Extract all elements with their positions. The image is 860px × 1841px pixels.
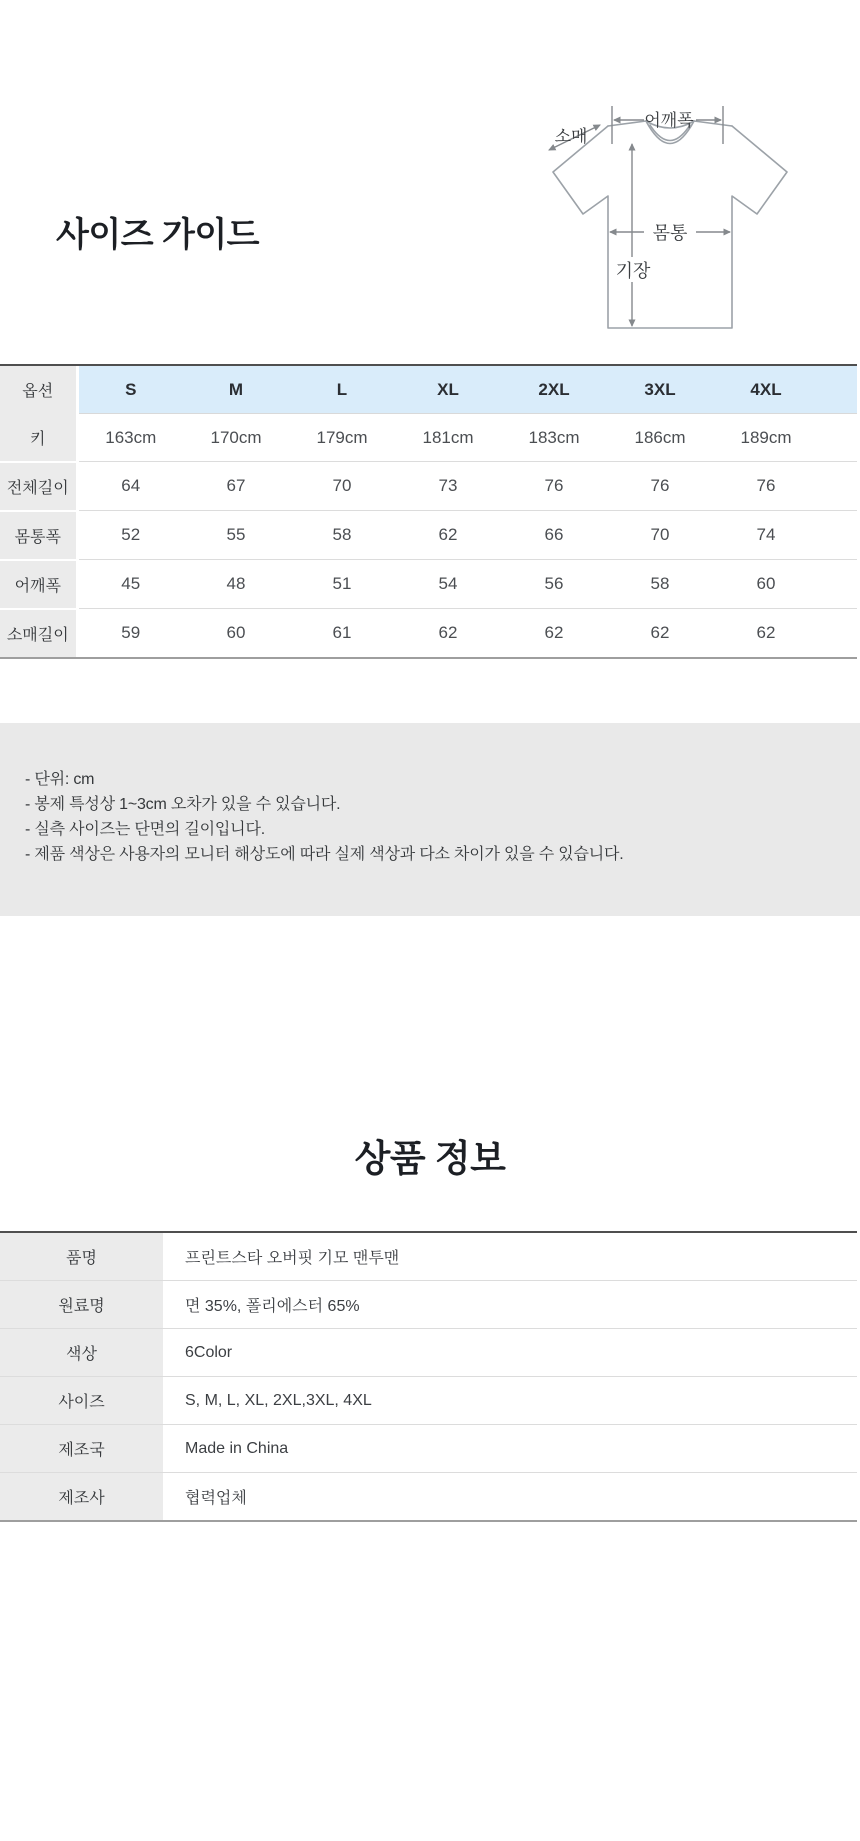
product-info-row [0, 1377, 857, 1425]
product-row-value: 협력업체 [163, 1473, 857, 1521]
size-table-row [0, 414, 857, 462]
note-line: - 단위: cm [25, 771, 95, 788]
product-row-value: 면 35%, 폴리에스터 65% [163, 1281, 857, 1329]
size-guide-title: 사이즈 가이드 [56, 216, 260, 254]
size-cell: 70 [289, 462, 395, 511]
size-cell: 70 [607, 511, 713, 560]
size-col-header: 3XL [607, 366, 713, 414]
size-cell: 62 [713, 609, 819, 657]
size-guide-table [0, 364, 857, 659]
dimension-label-body: 몸통 [652, 223, 688, 243]
size-row-label: 몸통폭 [0, 511, 77, 560]
size-cell: 62 [501, 609, 607, 657]
size-guide-notes [0, 723, 860, 916]
size-cell: 62 [395, 511, 501, 560]
size-header-filler [819, 366, 857, 414]
product-info-row [0, 1281, 857, 1329]
size-cell: 52 [77, 511, 183, 560]
size-col-header: S [77, 366, 183, 414]
size-cell: 73 [395, 462, 501, 511]
note-line: - 제품 색상은 사용자의 모니터 해상도에 따라 실제 색상과 다소 차이가 있을 수 있습니다. [25, 846, 624, 863]
size-cell: 48 [183, 560, 289, 609]
size-cell: 189cm [713, 414, 819, 462]
size-col-header: XL [395, 366, 501, 414]
product-info-row [0, 1473, 857, 1521]
size-table-row [0, 462, 857, 511]
size-option-header: 옵션 [0, 366, 77, 414]
size-row-label: 어깨폭 [0, 560, 77, 609]
size-cell: 62 [395, 609, 501, 657]
size-cell: 56 [501, 560, 607, 609]
product-row-value: S, M, L, XL, 2XL,3XL, 4XL [163, 1377, 857, 1425]
size-col-header: L [289, 366, 395, 414]
size-cell: 183cm [501, 414, 607, 462]
size-cell-filler [819, 511, 857, 560]
product-info-title: 상품 정보 [354, 1138, 506, 1179]
size-cell: 76 [607, 462, 713, 511]
size-row-label: 소매길이 [0, 609, 77, 657]
product-row-label: 색상 [0, 1329, 163, 1377]
product-row-label: 제조국 [0, 1425, 163, 1473]
size-cell: 76 [713, 462, 819, 511]
size-cell: 74 [713, 511, 819, 560]
product-row-label: 제조사 [0, 1473, 163, 1521]
size-table-row [0, 609, 857, 657]
size-cell: 181cm [395, 414, 501, 462]
size-cell: 51 [289, 560, 395, 609]
note-line: - 봉제 특성상 1~3cm 오차가 있을 수 있습니다. [25, 796, 341, 813]
product-row-label: 원료명 [0, 1281, 163, 1329]
size-table-row [0, 560, 857, 609]
size-table-row [0, 511, 857, 560]
product-row-value: 6Color [163, 1329, 857, 1377]
size-cell: 60 [183, 609, 289, 657]
size-cell: 45 [77, 560, 183, 609]
size-cell-filler [819, 609, 857, 657]
size-table-header-row [0, 366, 857, 414]
size-cell-filler [819, 414, 857, 462]
dimension-label-length: 기장 [615, 261, 651, 281]
size-cell: 179cm [289, 414, 395, 462]
size-cell: 76 [501, 462, 607, 511]
size-cell: 60 [713, 560, 819, 609]
size-cell: 59 [77, 609, 183, 657]
size-cell: 58 [607, 560, 713, 609]
size-row-label: 키 [0, 414, 77, 462]
size-cell: 58 [289, 511, 395, 560]
product-info-row [0, 1329, 857, 1377]
size-cell: 66 [501, 511, 607, 560]
product-row-value: 프린트스타 오버핏 기모 맨투맨 [163, 1233, 857, 1281]
note-line: - 실측 사이즈는 단면의 길이입니다. [25, 821, 265, 838]
product-info-row [0, 1425, 857, 1473]
size-row-label: 전체길이 [0, 462, 77, 511]
size-cell: 61 [289, 609, 395, 657]
size-cell: 67 [183, 462, 289, 511]
size-col-header: 4XL [713, 366, 819, 414]
product-row-value: Made in China [163, 1425, 857, 1473]
size-cell: 54 [395, 560, 501, 609]
dimension-label-sleeve: 소매 [554, 127, 588, 146]
size-cell-filler [819, 560, 857, 609]
size-cell: 163cm [77, 414, 183, 462]
tshirt-size-diagram [450, 78, 810, 338]
product-info-row [0, 1233, 857, 1281]
product-info-table [0, 1231, 857, 1522]
product-row-label: 품명 [0, 1233, 163, 1281]
size-cell: 62 [607, 609, 713, 657]
size-cell-filler [819, 462, 857, 511]
product-row-label: 사이즈 [0, 1377, 163, 1425]
dimension-label-shoulder: 어깨폭 [644, 111, 694, 130]
size-cell: 64 [77, 462, 183, 511]
size-cell: 170cm [183, 414, 289, 462]
size-col-header: 2XL [501, 366, 607, 414]
size-cell: 186cm [607, 414, 713, 462]
size-col-header: M [183, 366, 289, 414]
size-cell: 55 [183, 511, 289, 560]
